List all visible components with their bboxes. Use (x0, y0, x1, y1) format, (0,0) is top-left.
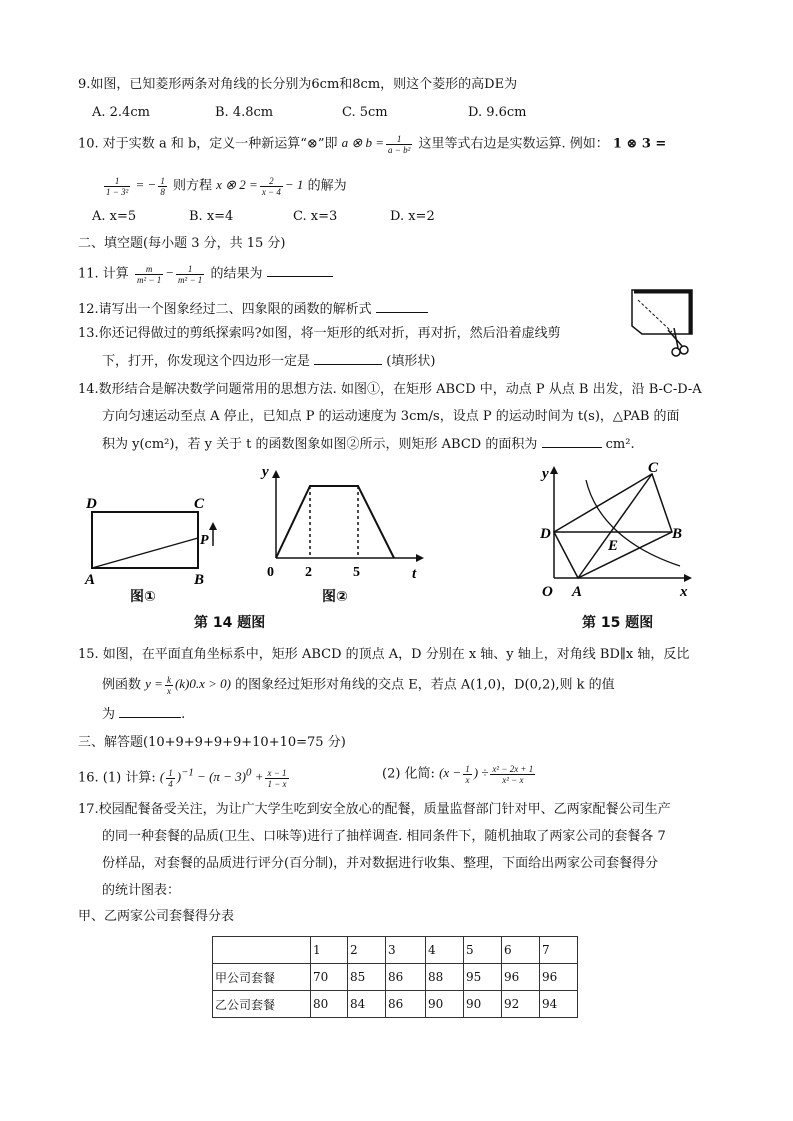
table-cell: 80 (311, 991, 348, 1018)
q9-stem: 9.如图，已知菱形两条对角线的长分别为6cm和8cm，则这个菱形的高DE为 (78, 77, 518, 92)
q14-text-b: cm². (605, 437, 635, 452)
label-y: y (542, 466, 549, 482)
q16-part1 (78, 764, 291, 789)
label-c: C (194, 496, 205, 512)
table-header-cell: 4 (426, 937, 464, 964)
q15-line2 (102, 675, 615, 696)
q10-line2-text-b: 则方程 (172, 178, 212, 194)
rectangle-abcd (554, 474, 672, 578)
q14-figure2-graph (252, 462, 432, 586)
q15-line3: 为 . (102, 707, 186, 722)
q10-line1-text-a: 10. 对于实数 a 和 b，定义一种新运算“⊗”即 (78, 136, 338, 152)
table-cell: 90 (464, 991, 502, 1018)
table-cell: 95 (464, 964, 502, 991)
q11-text-a: 11. 计算 (78, 266, 129, 282)
label-a: A (572, 584, 583, 600)
table-row (213, 991, 578, 1018)
label-p: P (200, 533, 209, 548)
q13-line1: 13.你还记得做过的剪纸探索吗?如图，将一矩形的纸对折，再对折，然后沿着虚线剪 (78, 326, 561, 341)
table-header-row (213, 937, 578, 964)
q14-line1: 14.数形结合是解决数学问题常用的思想方法. 如图①，在矩形 ABCD 中，动点 P 从点 B 出发，沿 B-C-D-A (78, 382, 702, 397)
q13-text-a: 下，打开，你发现这个四边形一定是 (102, 354, 311, 369)
q11-text-b: 的结果为 (210, 266, 263, 282)
q12 (78, 300, 428, 319)
table-cell: 92 (502, 991, 540, 1018)
q14-figure-caption: 第 14 题图 (194, 615, 266, 631)
q14-answer-blank[interactable] (542, 435, 602, 448)
q15-line1: 15. 如图，在平面直角坐标系中，矩形 ABCD 的顶点 A，D 分别在 x 轴、y 轴上，对角线 BD∥x 轴，反比 (78, 647, 690, 662)
q16-part2-expression: (x − $\frac{1}{x}$ ) ÷ $\frac{\text{x² − 2x + 1}}{\text{x² − x}}$ (439, 764, 534, 785)
q11-expression: $\frac{m}{\text{m² − 1}}$ − $\frac{1}{\text{m² − 1}}$ (136, 264, 203, 285)
q17-table-title: 甲、乙两家公司套餐得分表 (78, 909, 235, 924)
hyperbola-curve (586, 480, 683, 566)
q17-line2: 的同一种套餐的品质(卫生、口味等)进行了抽样调查. 相同条件下，随机抽取了两家公司的套餐各 7 (102, 829, 666, 844)
label-a: A (85, 572, 96, 588)
q14-figure1 (78, 490, 228, 590)
label-x: x (680, 584, 688, 600)
label-b: B (672, 526, 683, 542)
q15-text-c: 为 (102, 707, 116, 722)
label-e: E (608, 538, 619, 554)
section-fill-in-title: 二、填空题(每小题 3 分，共 15 分) (78, 236, 286, 251)
q10-line2 (102, 176, 347, 197)
q9-option-d: D. 9.6cm (468, 105, 527, 120)
t-axis-arrow (416, 554, 424, 562)
q15-text-a: 例函数 (102, 677, 142, 693)
q9-option-c: C. 5cm (342, 105, 388, 120)
label-b: B (194, 572, 205, 588)
q15-figure (532, 462, 698, 604)
table-cell: 96 (502, 964, 540, 991)
label-d: D (86, 496, 97, 512)
section-solutions-title: 三、解答题(10+9+9+9+9+10+10=75 分) (78, 735, 346, 750)
q10-line1-text-b: 这里等式右边是实数运算. 例如： (418, 136, 609, 152)
q15-text-b: 的图象经过矩形对角线的交点 E，若点 A(1,0)，D(0,2),则 k 的值 (235, 677, 615, 693)
direction-arrow-head (209, 522, 217, 530)
q14-line2: 方向匀速运动至点 A 停止，已知点 P 的运动速度为 3cm/s，设点 P 的运动时间为 t(s)，△PAB 的面 (102, 409, 680, 424)
q14-line3 (102, 435, 635, 454)
q10-example-result: $\frac{1}{\text{1 − 3²}}$ = − $\frac{1}{8}$ (106, 176, 165, 197)
q10-operation-formula: a ⊗ b = $\frac{1}{\text{a − b²}}$ (341, 134, 411, 155)
q14-text-a: 积为 y(cm²)，若 y 关于 t 的函数图象如图②所示，则矩形 ABCD 的面积为 (102, 437, 538, 452)
table-header-cell: 1 (311, 937, 348, 964)
q17-line3: 份样品，对套餐的品质进行评分(百分制)，并对数据进行收集、整理，下面给出两家公司套餐得分 (102, 856, 659, 871)
tick-label-2: 2 (305, 565, 312, 580)
table-cell: 94 (540, 991, 578, 1018)
table-header-cell: 2 (348, 937, 386, 964)
q10-option-c: C. x=3 (293, 209, 338, 224)
figure1-caption: 图① (130, 589, 156, 605)
score-table (212, 936, 578, 1018)
table-header-cell: 7 (540, 937, 578, 964)
q17-line1: 17.校园配餐备受关注，为让广大学生吃到安全放心的配餐，质量监督部门针对甲、乙两家配餐公司生产 (78, 802, 671, 817)
q16-part2 (382, 764, 537, 785)
q11-answer-blank[interactable] (267, 264, 333, 277)
table-cell: 96 (540, 964, 578, 991)
table-header-cell: 3 (386, 937, 426, 964)
q10-line1 (78, 134, 666, 155)
q16-part1-expression: ( $\frac{1}{4}$ )$^{-1} - (\pi - 3)^0$ + $\frac{x - 1}{1 - x}$ (159, 767, 287, 789)
rectangle-abcd (92, 512, 198, 568)
table-header-cell: 6 (502, 937, 540, 964)
q10-equation: x ⊗ 2 = $\frac{2}{x - 4}$ − 1 (216, 176, 304, 197)
q13-paper-cut-figure (628, 286, 700, 362)
label-t: t (412, 566, 417, 582)
table-cell: 86 (386, 964, 426, 991)
table-row (213, 964, 578, 991)
table-cell: 70 (311, 964, 348, 991)
q13-text-b: (填形状) (386, 354, 436, 369)
q9-option-b: B. 4.8cm (215, 105, 274, 120)
label-origin: 0 (267, 565, 274, 580)
q10-option-a: A. x=5 (92, 209, 137, 224)
q12-text: 12.请写出一个图象经过二、四象限的函数的解析式 (78, 302, 372, 317)
x-axis-arrow (684, 574, 692, 582)
q15-function-formula: y = $\frac{k}{x}$ (k)0.x > 0) (145, 675, 232, 696)
table-cell: 84 (348, 991, 386, 1018)
q10-line2-text-c: 的解为 (307, 178, 347, 194)
tick-label-5: 5 (353, 565, 360, 580)
q15-answer-blank[interactable] (119, 705, 181, 718)
label-c: C (648, 462, 659, 476)
q9-option-a: A. 2.4cm (92, 105, 150, 120)
label-d: D (540, 526, 551, 542)
q16-part1-label: 16. (1) 计算: (78, 770, 156, 786)
figure2-caption: 图② (322, 589, 348, 605)
q11 (78, 264, 333, 285)
q15-figure-caption: 第 15 题图 (582, 615, 654, 631)
q13-line2 (102, 352, 435, 371)
y-axis-arrow (272, 470, 280, 478)
table-cell: 85 (348, 964, 386, 991)
y-axis-arrow (550, 466, 558, 474)
q12-answer-blank[interactable] (376, 300, 428, 313)
table-header-cell (213, 937, 311, 964)
label-y: y (262, 464, 269, 480)
q10-option-b: B. x=4 (189, 209, 234, 224)
q10-option-d: D. x=2 (390, 209, 435, 224)
q10-example-formula: 1 ⊗ 3 = (612, 136, 667, 152)
table-cell: 88 (426, 964, 464, 991)
segment-ap (92, 538, 198, 568)
table-cell: 90 (426, 991, 464, 1018)
table-cell: 甲公司套餐 (213, 964, 311, 991)
folded-paper-shape (632, 290, 692, 334)
table-cell: 乙公司套餐 (213, 991, 311, 1018)
q17-line4: 的统计图表： (102, 883, 181, 898)
q13-answer-blank[interactable] (314, 352, 382, 365)
label-o: O (542, 584, 553, 600)
table-header-cell: 5 (464, 937, 502, 964)
q16-part2-label: (2) 化简: (382, 766, 435, 782)
function-polyline (276, 486, 394, 558)
table-cell: 86 (386, 991, 426, 1018)
